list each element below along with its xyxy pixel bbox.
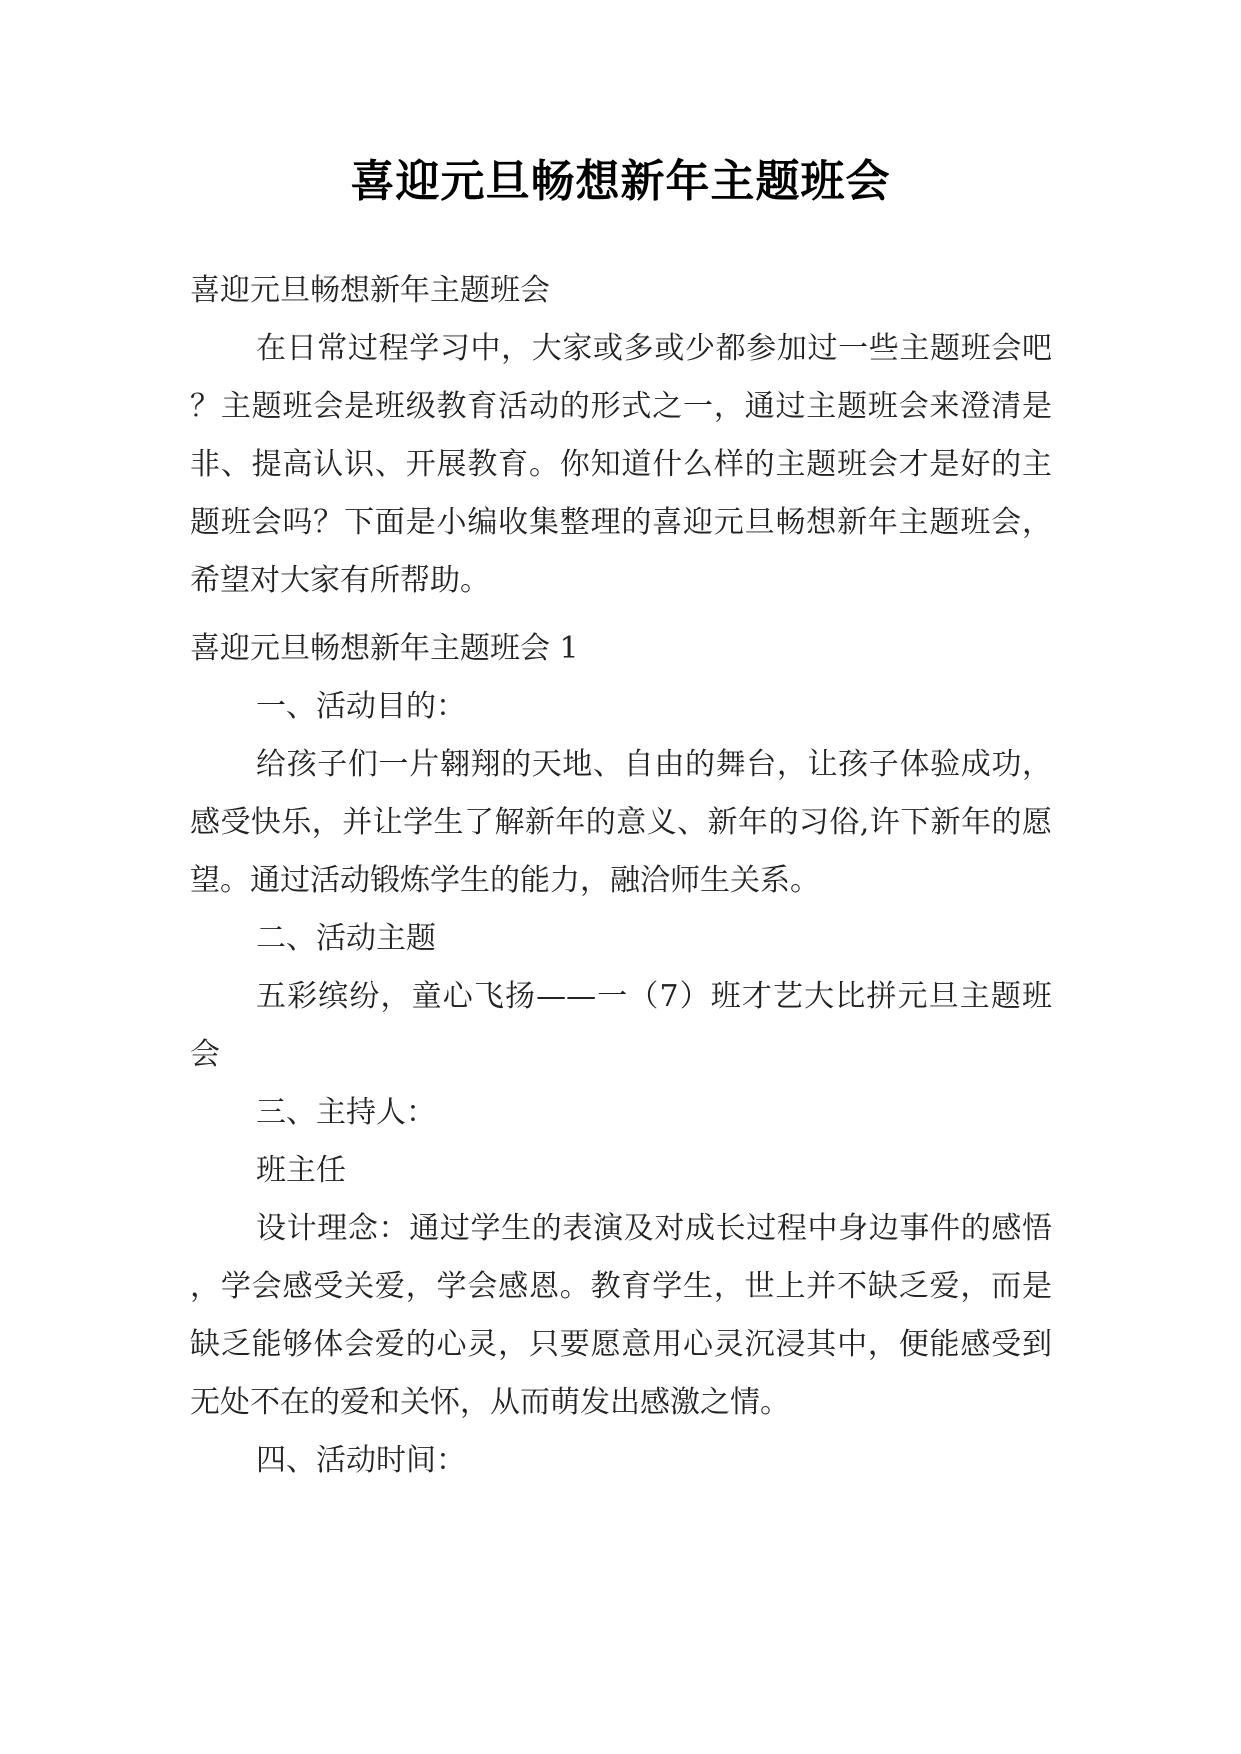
intro-section	[190, 262, 1052, 668]
section-1	[190, 620, 1052, 1490]
activity-purpose-text: 给孩子们一片翱翔的天地、自由的舞台，让孩子体验成功，感受快乐，并让学生了解新年的意义、新年的习俗,许下新年的愿望。通过活动锻炼学生的能力，融洽师生关系。	[190, 747, 1052, 898]
activity-theme-heading: 二、活动主题	[256, 921, 436, 956]
activity-purpose-heading: 一、活动目的：	[256, 689, 466, 724]
activity-theme-text: 五彩缤纷，童心飞扬——一（7）班才艺大比拼元旦主题班会	[190, 979, 1052, 1072]
design-concept-text: 设计理念：通过学生的表演及对成长过程中身边事件的感悟，学会感受关爱，学会感恩。教育学生，世上并不缺乏爱，而是缺乏能够体会爱的心灵，只要愿意用心灵沉浸其中，便能感受到无处不在的爱和关怀，从而萌发出感激之情。	[190, 1211, 1052, 1420]
host-text: 班主任	[256, 1153, 346, 1188]
host-heading: 三、主持人：	[256, 1095, 436, 1130]
section-heading: 喜迎元旦畅想新年主题班会 1	[190, 631, 579, 666]
intro-heading: 喜迎元旦畅想新年主题班会	[190, 273, 550, 308]
intro-paragraph: 在日常过程学习中，大家或多或少都参加过一些主题班会吧？主题班会是班级教育活动的形式之一，通过主题班会来澄清是非、提高认识、开展教育。你知道什么样的主题班会才是好的主题班会吗？下面是小编收集整理的喜迎元旦畅想新年主题班会，希望对大家有所帮助。	[190, 331, 1052, 598]
document-title: 喜迎元旦畅想新年主题班会	[350, 156, 891, 207]
activity-time-heading: 四、活动时间：	[256, 1443, 466, 1478]
